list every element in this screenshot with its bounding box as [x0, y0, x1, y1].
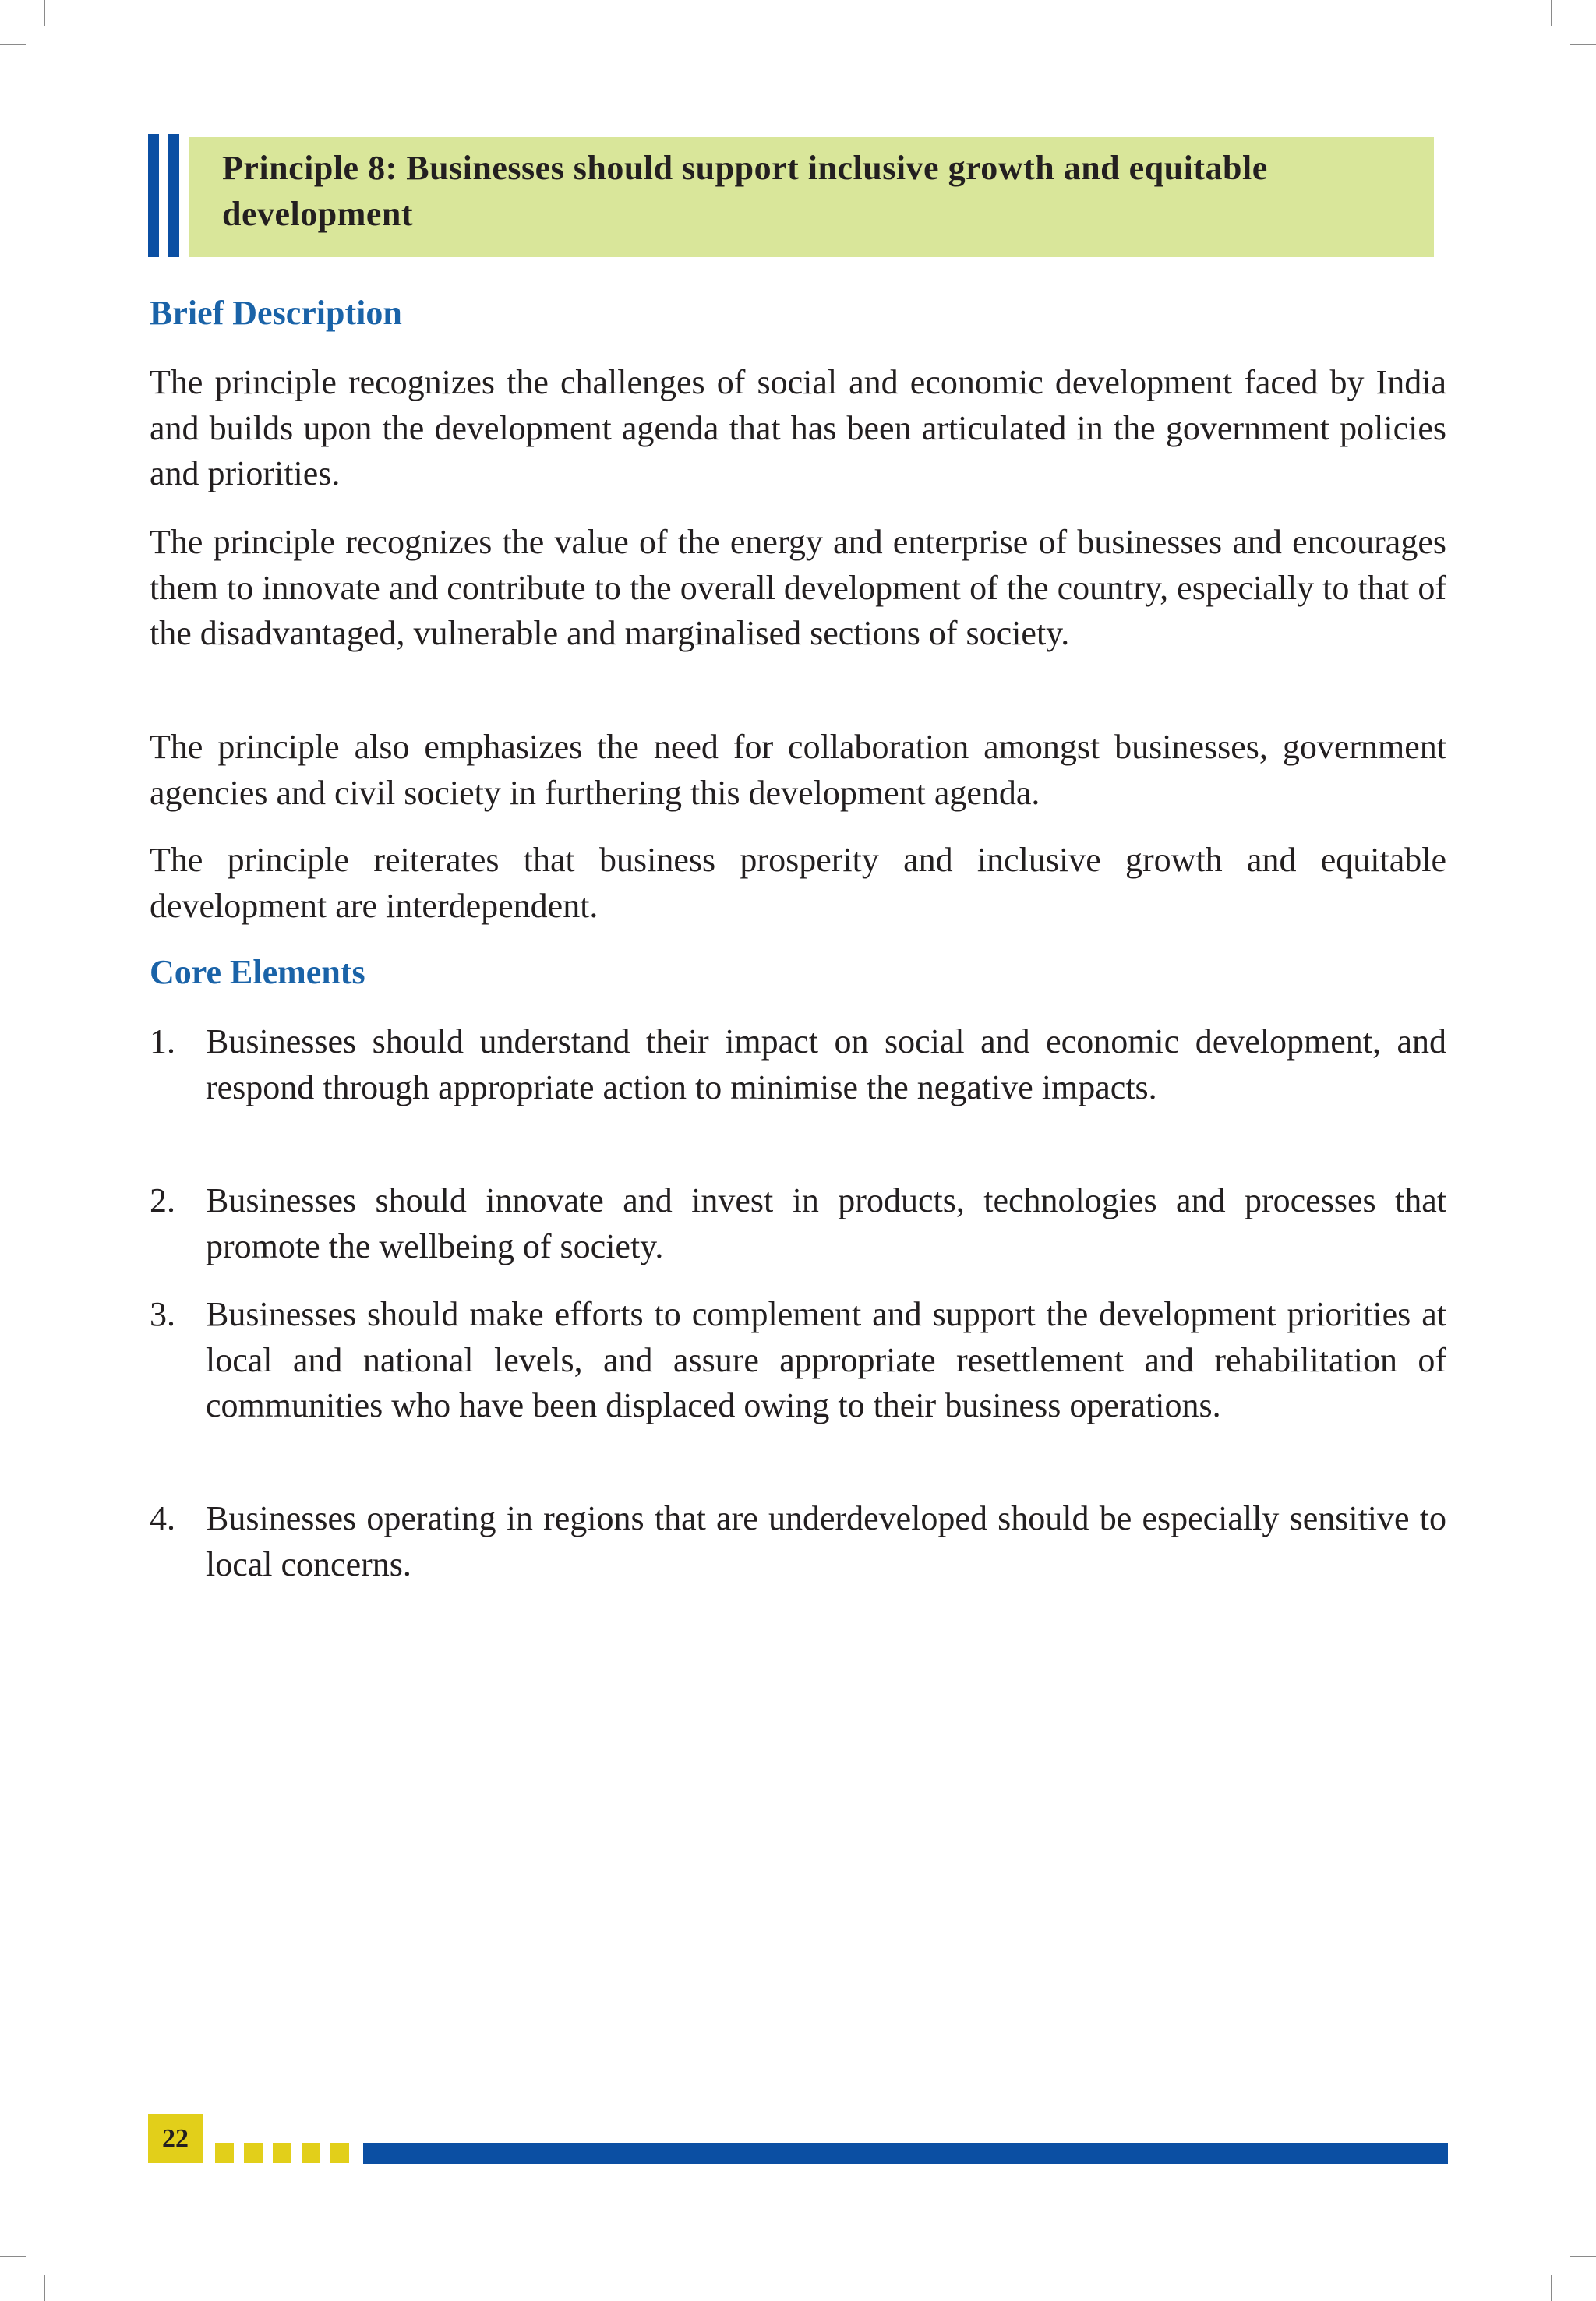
brief-description-heading: Brief Description: [150, 294, 402, 332]
crop-mark: [1551, 2275, 1552, 2301]
crop-mark: [0, 44, 26, 45]
description-paragraph: The principle also emphasizes the need for collaboration amongst businesses, government agencies and civil society in furthering this development agenda.: [150, 728, 1446, 812]
crop-mark: [44, 0, 45, 26]
banner-bar: [168, 134, 179, 257]
footer-square: [330, 2143, 349, 2163]
crop-mark: [1570, 44, 1596, 45]
footer-bar: [363, 2143, 1448, 2164]
item-text: Businesses should make efforts to complement and support the development priorities at local and national levels, and assure appropriate resettlement and rehabilitation of communities who have been displaced owing to their business operations.: [206, 1295, 1446, 1424]
item-number: 1.: [150, 1022, 175, 1061]
description-paragraph: The principle reiterates that business prosperity and inclusive growth and equitable development are interdependent.: [150, 841, 1446, 925]
item-text: Businesses operating in regions that are underdeveloped should be especially sensitive to local concerns.: [206, 1499, 1446, 1583]
item-text: Businesses should understand their impact on social and economic development, and respond through appropriate action to minimise the negative impacts.: [206, 1022, 1446, 1106]
item-text: Businesses should innovate and invest in products, technologies and processes that promote the wellbeing of society.: [206, 1181, 1446, 1265]
principle-title: Principle 8: Businesses should support inclusive growth and equitable development: [222, 149, 1268, 233]
description-paragraph: The principle recognizes the value of the energy and enterprise of businesses and encourages them to innovate and contribute to the overall development of the country, especially to that of the disadvantaged, vulnerable and marginalised sections of society.: [150, 523, 1446, 652]
core-elements-heading: Core Elements: [150, 953, 365, 991]
crop-mark: [1570, 2256, 1596, 2257]
banner-bar: [148, 134, 159, 257]
description-paragraph: The principle recognizes the challenges of social and economic development faced by India and builds upon the development agenda that has been articulated in the government policies and priorities.: [150, 363, 1446, 492]
item-number: 3.: [150, 1295, 175, 1333]
crop-mark: [1551, 0, 1552, 26]
crop-mark: [44, 2275, 45, 2301]
crop-mark: [0, 2256, 26, 2257]
page-number: 22: [162, 2124, 189, 2153]
footer-square: [302, 2143, 320, 2163]
core-element-item: [150, 1496, 1446, 1587]
footer-square: [273, 2143, 291, 2163]
core-element-item: [150, 1178, 1446, 1269]
core-element-item: [150, 1292, 1446, 1429]
core-element-item: [150, 1019, 1446, 1110]
footer-square: [244, 2143, 263, 2163]
item-number: 2.: [150, 1181, 175, 1219]
footer-square: [215, 2143, 234, 2163]
item-number: 4.: [150, 1499, 175, 1537]
